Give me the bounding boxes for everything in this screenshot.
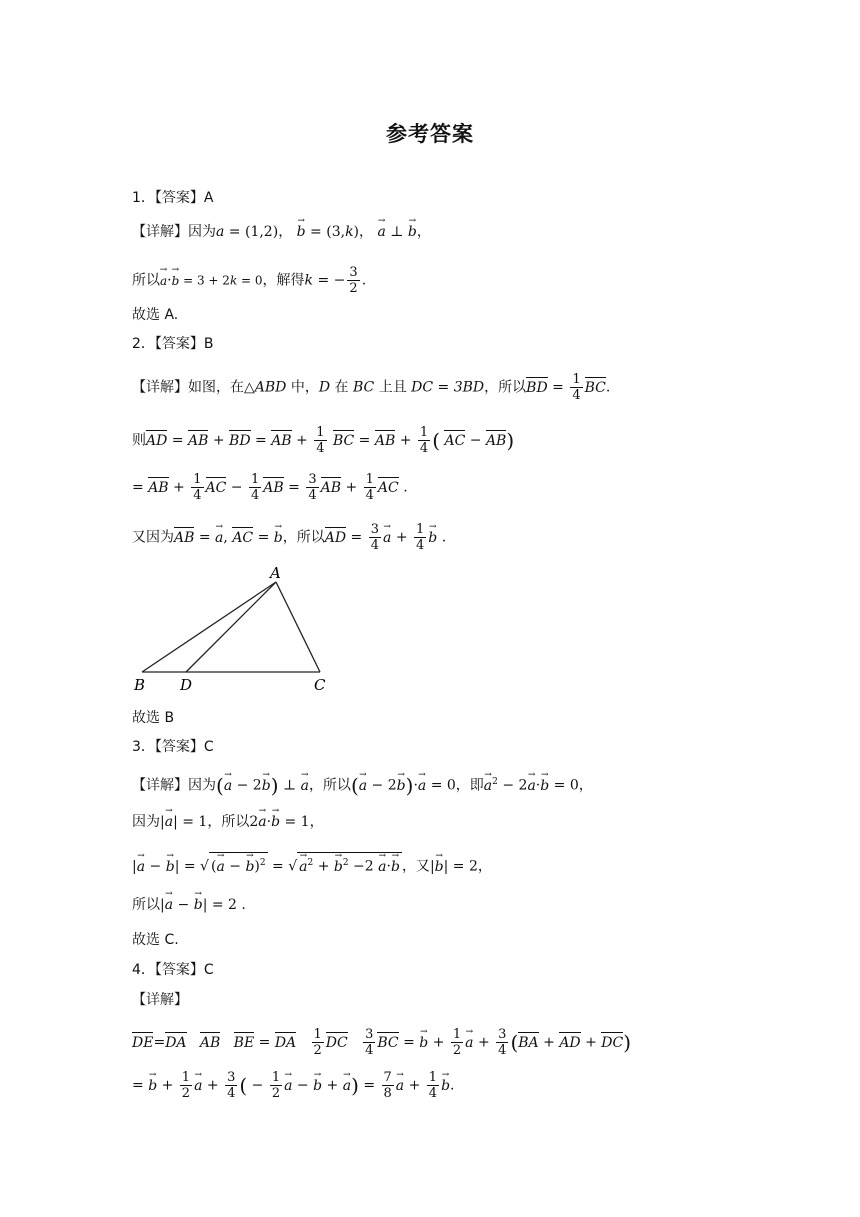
q4-detail-line-1: DE=DA AB BE = DA $\frac{1}{2}$ DC $\frac{3}{4}$ BC = → b + $\frac{1}{2}$ → a + $\frac{3}{4}$ (BA + AD + DC) xyxy=(132,1027,631,1058)
q3-also-text: ，又 xyxy=(401,858,430,875)
q3-because-prefix: 因为 xyxy=(132,814,160,830)
q3-detail-line-2: 因为|→ a| = 1，所以2→ a·→ b = 1， xyxy=(132,812,324,832)
label-b: B xyxy=(134,676,146,694)
q3-so-prefix: 所以 xyxy=(132,897,160,913)
q2-so-text: ，所以 xyxy=(282,529,325,546)
q2-point-d: D xyxy=(318,379,331,396)
q2-detail-line-2: 则AD = AB + BD = AB + $\frac{1}{4}$ BC = AB + $\frac{1}{4}$ ( AC − AB) xyxy=(132,425,515,456)
q3-detail-line-1: 【详解】因为(→ a − 2→ b) ⊥ → a，所以(→ a − 2→ b)·→ a = 0，即→ $a^2 - 2\to a\cdot\to b = 0$， xyxy=(132,772,593,796)
q3-so-text: ，所以 xyxy=(308,777,351,794)
q1-detail-prefix: 【详解】因为 xyxy=(132,224,216,240)
label-d: D xyxy=(180,676,193,694)
label-c: C xyxy=(314,676,326,694)
label-a: A xyxy=(270,564,281,582)
q2-since-prefix: 又因为 xyxy=(132,529,174,546)
q1-solve-text: ，解得 xyxy=(262,272,305,289)
q1-answer-header: 1．【答案】A xyxy=(132,190,214,206)
q2-answer-header: 2．【答案】B xyxy=(132,336,214,352)
q1-detail-line-1: 【详解】因为a = (1,2)， → b = (3,k)， → a ⊥ → b， xyxy=(132,222,431,242)
q3-detail-prefix: 【详解】因为 xyxy=(132,777,216,794)
q1-detail-line-2: 所以→ a·→ b = 3 + 2k = 0，解得k = − $\frac{3}{2}$ . xyxy=(132,265,366,296)
q2-segment-bc: BC xyxy=(353,379,375,396)
q2-then-prefix: 则 xyxy=(132,432,146,449)
q4-detail-label: 【详解】 xyxy=(132,992,188,1008)
q2-text-4: ，所以 xyxy=(484,379,527,396)
q2-dc-eq: DC = 3BD xyxy=(411,379,485,396)
q4-detail-line-2: = → b + $\frac{1}{2}$ → a + $\frac{3}{4}$ ( − $\frac{1}{2}$ → a − → b + → a) = $\frac{7}{8}$ → a + $\frac{1}{4}$ → b. xyxy=(132,1070,455,1101)
q1-so-prefix: 所以 xyxy=(132,272,160,289)
q3-conclusion: 故选 C. xyxy=(132,932,179,948)
q3-detail-line-4: 所以|→ a − → b| = 2 . xyxy=(132,895,246,915)
q2-detail-line-1: 【详解】如图，在△ABD 中，D 在 BC 上且 DC = 3BD，所以BD = $\frac{1}{4}$ BC. xyxy=(132,372,611,403)
q2-conclusion: 故选 B xyxy=(132,710,175,726)
q3-so-text-2: ，所以 xyxy=(207,814,250,830)
q3-detail-line-3: |→ a − → b| = √ (→ a − → b)$^2$ = √→ $a^2$ + → $b^2 -2 \to a\cdot\to b$ ，又|→ b| = 2， xyxy=(132,852,492,877)
q2-text-3: 上且 xyxy=(374,379,412,396)
q3-ie-text: ，即 xyxy=(455,777,484,794)
q2-triangle-figure xyxy=(130,562,340,694)
q3-answer-header: 3．【答案】C xyxy=(132,739,214,755)
q2-detail-line-4: 又因为AB = → a, AC = → b，所以AD = $\frac{3}{4}$ → a + $\frac{1}{4}$ → b . xyxy=(132,522,446,553)
q2-text-1: 中， xyxy=(286,379,319,396)
q2-text-2: 在 xyxy=(330,379,353,396)
q2-detail-line-3: = AB + $\frac{1}{4}$ AC − $\frac{1}{4}$ AB = $\frac{3}{4}$ AB + $\frac{1}{4}$ AC . xyxy=(132,472,408,503)
page-title: 参考答案 xyxy=(386,122,474,146)
q2-detail-prefix: 【详解】如图，在△ xyxy=(132,379,255,396)
q1-conclusion: 故选 A. xyxy=(132,307,179,323)
q4-answer-header: 4．【答案】C xyxy=(132,962,214,978)
q2-triangle-name: ABD xyxy=(254,379,287,396)
